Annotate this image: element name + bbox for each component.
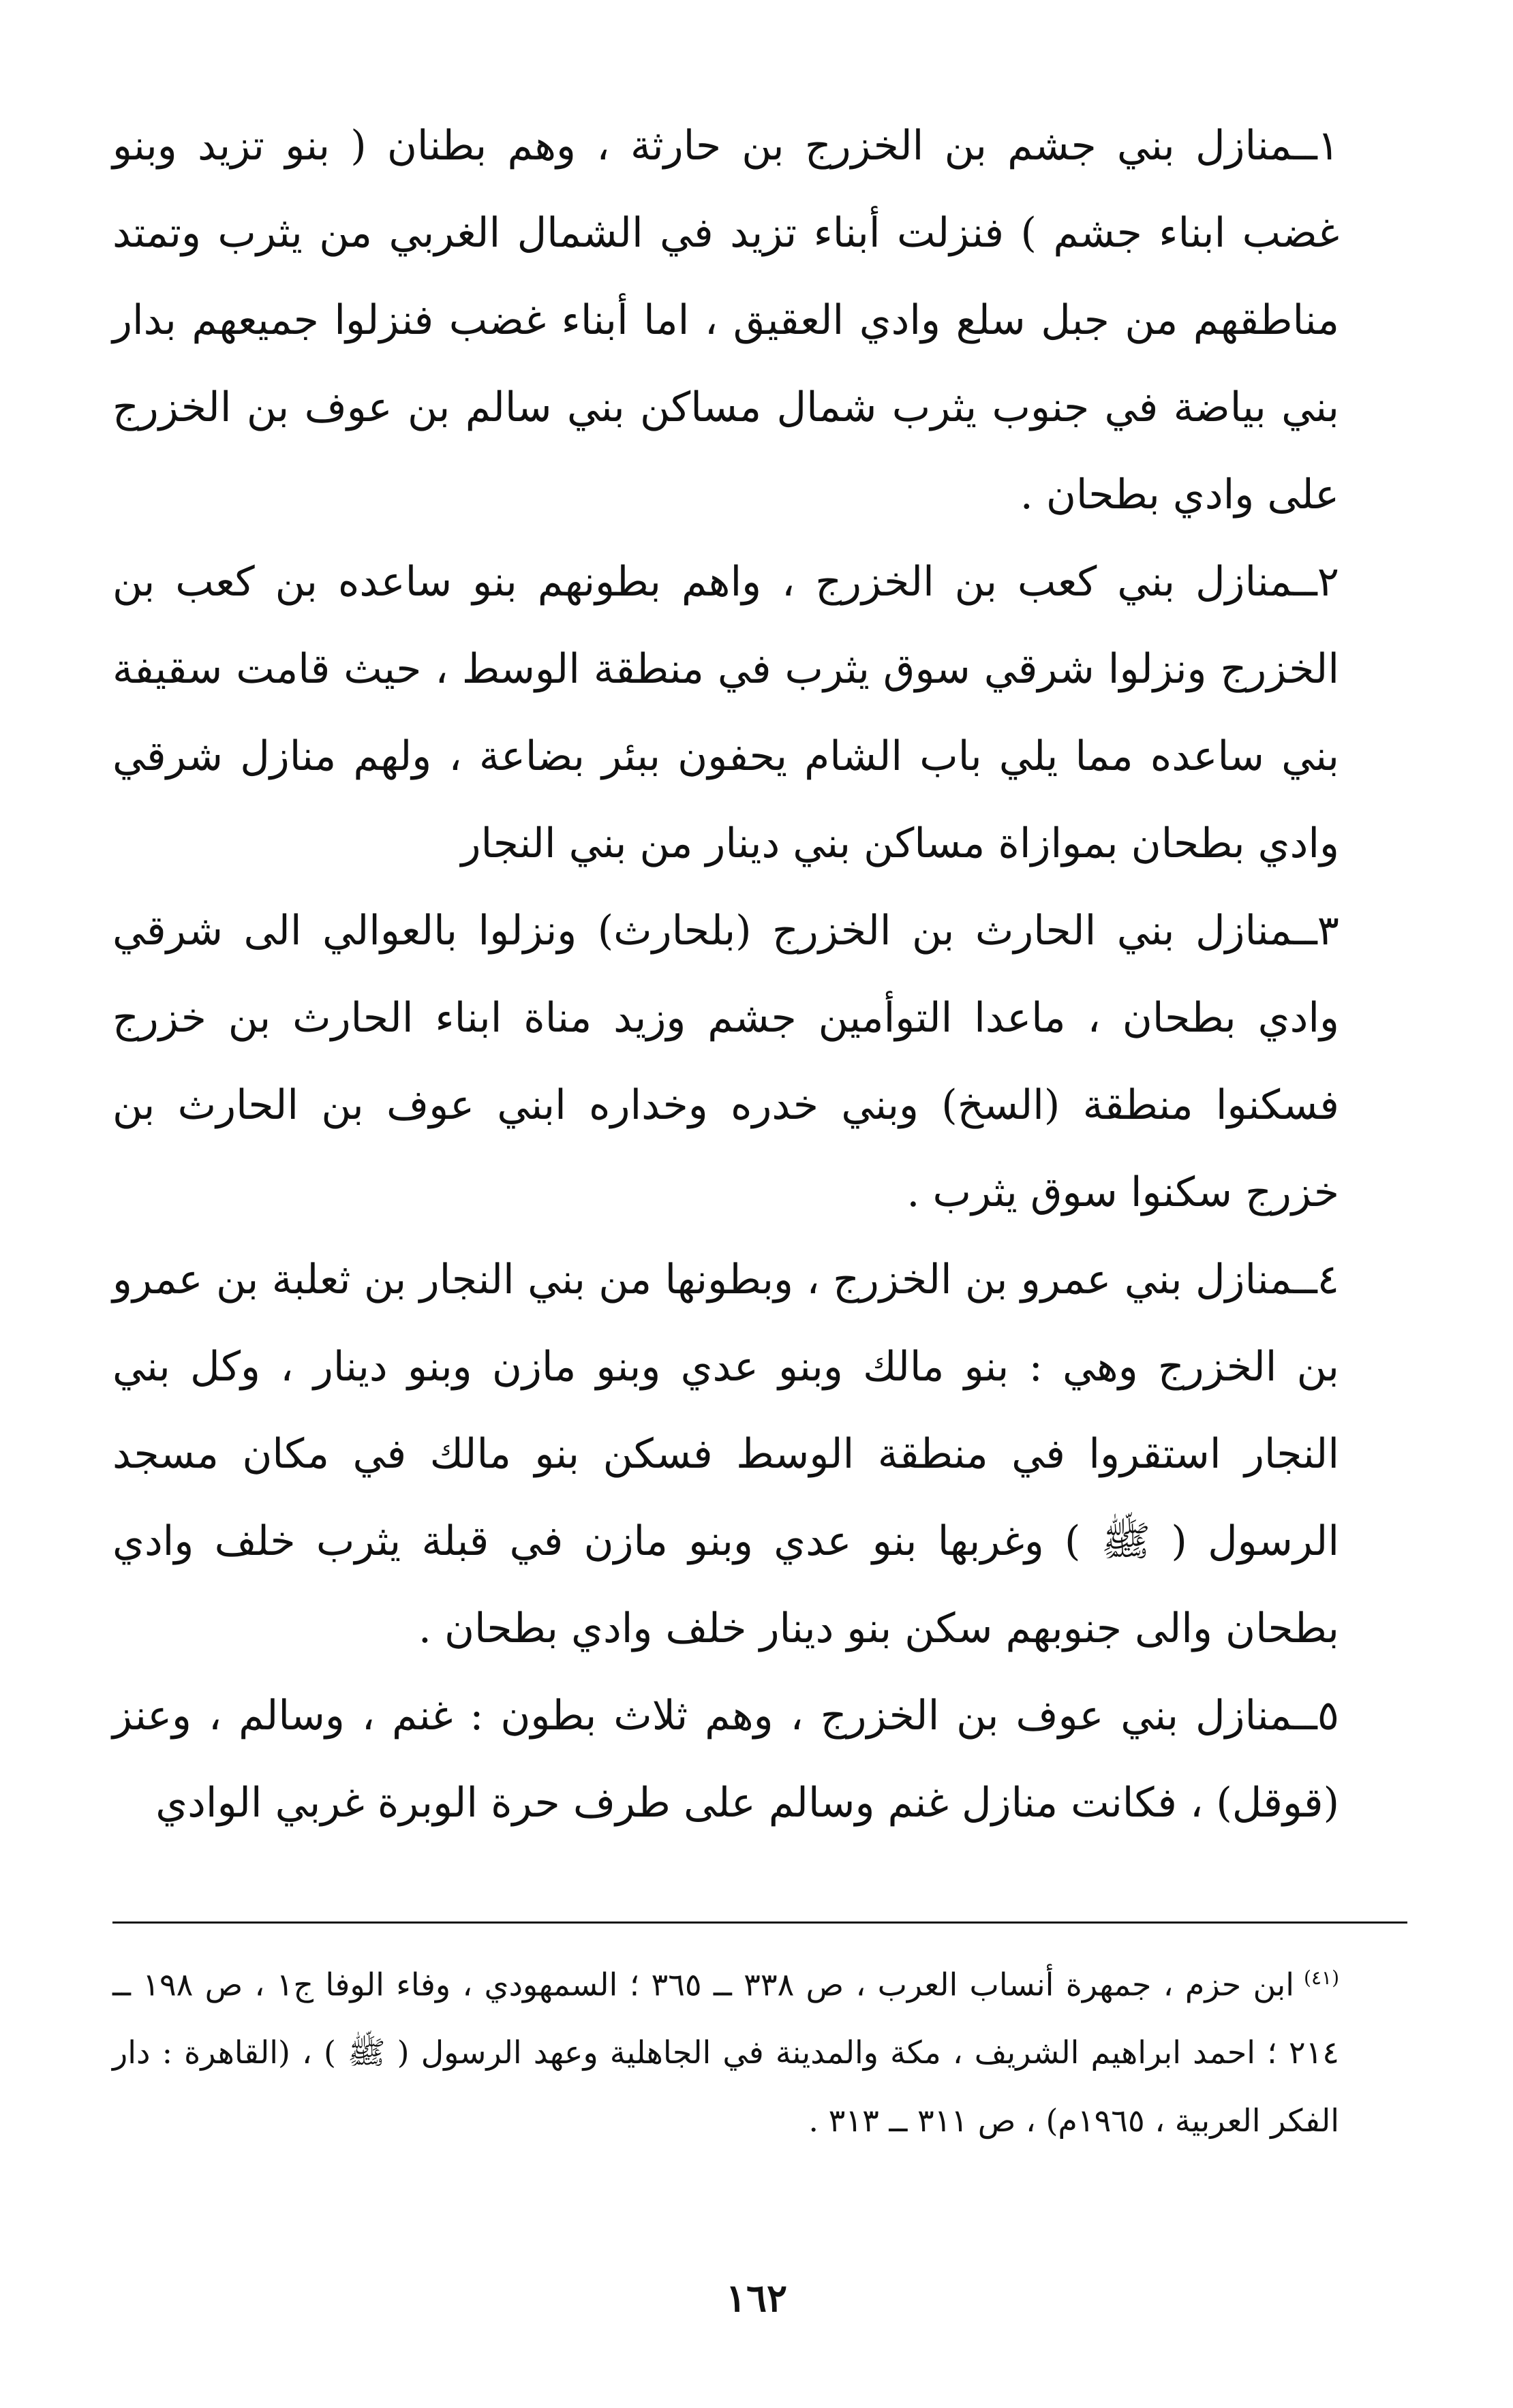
item-text: منازل بني جشم بن الخزرج بن حارثة ، وهم بطنان ( بنو تزيد وبنو غضب ابناء جشم ) فنزلت أبناء تزيد في الشمال الغربي من يثرب وتمتد مناطقهم من جبل سلع وادي العقيق ، اما أبناء غضب فنزلوا جميعهم بدار بني بياضة في جنوب يثرب شمال مساكن بني سالم بن عوف بن الخزرج على وادي بطحان . [112,122,1339,519]
list-item [112,102,1339,538]
footnote-marker: (٤١) [1304,1966,1339,1989]
item-number: ٢ــ [1293,558,1340,606]
item-number: ٥ــ [1293,1692,1339,1740]
list-item [112,887,1339,1236]
footnote-divider [112,1921,1407,1924]
item-text: منازل بني كعب بن الخزرج ، واهم بطونهم بنو ساعده بن كعب بن الخزرج ونزلوا شرقي سوق يثرب في منطقة الوسط ، حيث قامت سقيفة بني ساعده مما يلي باب الشام يحفون ببئر بضاعة ، ولهم منازل شرقي وادي بطحان بموازاة مساكن بني دينار من بني النجار [112,558,1339,867]
footnote-text: ابن حزم ، جمهرة أنساب العرب ، ص ٣٣٨ ــ ٣٦٥ ؛ السمهودي ، وفاء الوفا ج١ ، ص ١٩٨ ــ ٢١٤ ؛ احمد ابراهيم الشريف ، مكة والمدينة في الجاهلية وعهد الرسول ( ﷺ ) ، (القاهرة : دار الفكر العربية ، ١٩٦٥م) ، ص ٣١١ ــ ٣١٣ . [112,1966,1339,2140]
page-number: ١٦٢ [725,2276,788,2321]
list-item [112,538,1339,887]
item-text: منازل بني عوف بن الخزرج ، وهم ثلاث بطون : غنم ، وسالم ، وعنز (قوقل) ، فكانت منازل غنم وسالم على طرف حرة الوبرة غربي الوادي [112,1692,1339,1827]
main-text [112,102,1339,1847]
list-item [112,1236,1339,1672]
footnote [112,1944,1339,2155]
item-number: ٣ــ [1293,907,1339,955]
item-text: منازل بني الحارث بن الخزرج (بلحارث) ونزلوا بالعوالي الى شرقي وادي بطحان ، ماعدا التوأمين جشم وزيد مناة ابناء الحارث بن خزرج فسكنوا منطقة (السخ) وبني خدره وخداره ابني عوف بن الحارث بن خزرج سكنوا سوق يثرب . [112,907,1339,1216]
item-number: ٤ــ [1293,1256,1339,1303]
item-text: منازل بني عمرو بن الخزرج ، وبطونها من بني النجار بن ثعلبة بن عمرو بن الخزرج وهي : بنو مالك وبنو عدي وبنو مازن وبنو دينار ، وكل بني النجار استقروا في منطقة الوسط فسكن بنو مالك في مكان مسجد الرسول ( ﷺ ) وغربها بنو عدي وبنو مازن في قبلة يثرب خلف وادي بطحان والى جنوبهم سكن بنو دينار خلف وادي بطحان . [112,1256,1339,1652]
list-item [112,1672,1339,1847]
item-number: ١ــ [1293,122,1340,170]
footnotes-section [112,1921,1339,2155]
